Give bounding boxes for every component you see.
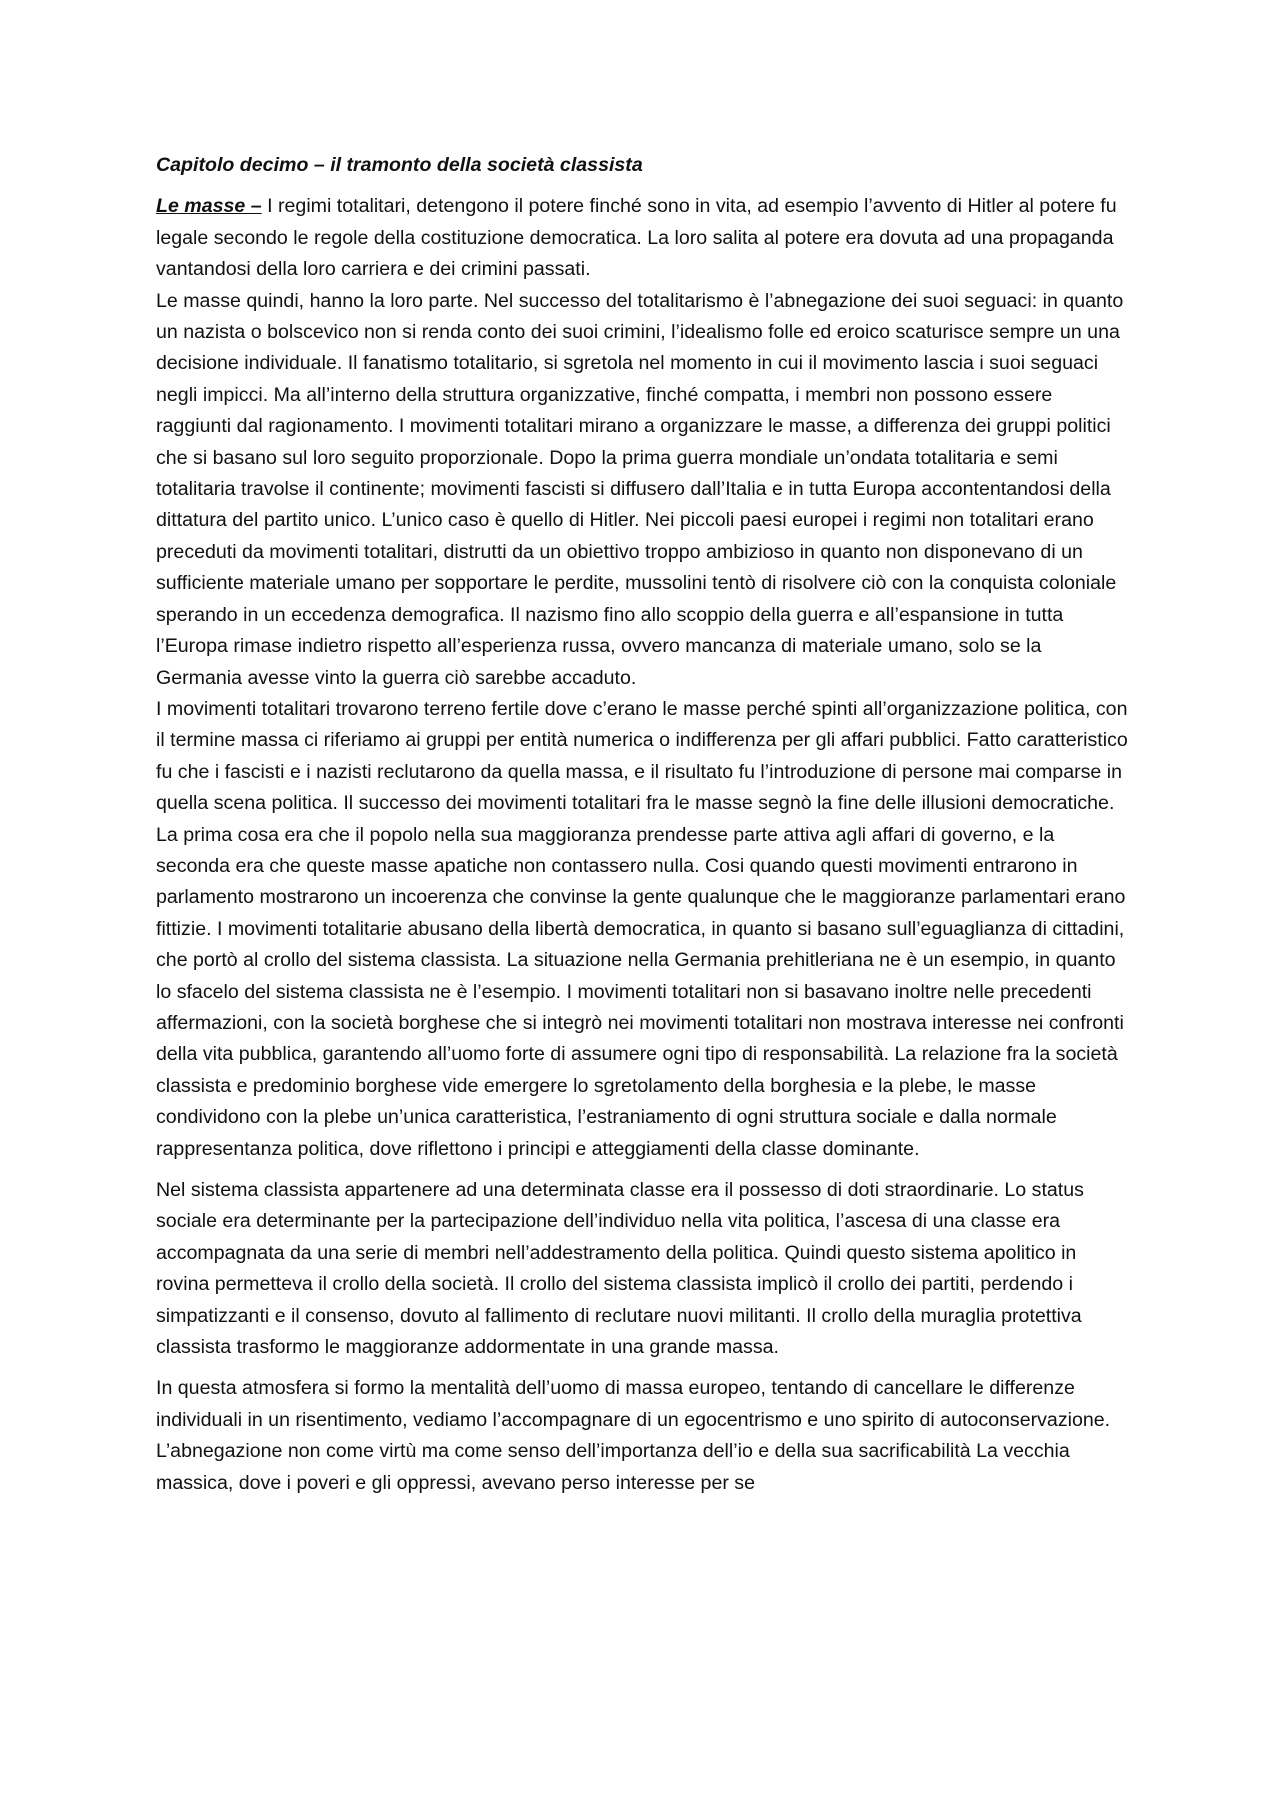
document-body xyxy=(156,150,1128,1509)
body-paragraph: Nel sistema classista appartenere ad una determinata classe era il possesso di doti straordinarie. Lo status sociale era determinante per la partecipazione dell’individuo nella vita politica, l’ascesa di una classe era accompagnata da una serie di membri nell’addestramento della politica. Quindi questo sistema apolitico in rovina permetteva il crollo della società. Il crollo del sistema classista implicò il crollo dei partiti, perdendo i simpatizzanti e il consenso, dovuto al fallimento di reclutare nuovi militanti. Il crollo della muraglia protettiva classista trasformo le maggioranze addormentate in una grande massa. xyxy=(156,1179,1084,1359)
chapter-title: Capitolo decimo – il tramonto della società classista xyxy=(156,154,643,176)
section-intro-paragraph xyxy=(156,191,1128,285)
section-heading: Le masse – xyxy=(156,195,262,218)
body-paragraph: Le masse quindi, hanno la loro parte. Nel successo del totalitarismo è l’abnegazione dei suoi seguaci: in quanto un nazista o bolscevico non si renda conto dei suoi crimini, l’idealismo folle ed eroico scaturisce sempre un una decisione individuale. Il fanatismo totalitario, si sgretola nel momento in cui il movimento lascia i suoi seguaci negli impicci. Ma all’interno della struttura organizzative, finché compatta, i membri non possono essere raggiunti dal ragionamento. I movimenti totalitari mirano a organizzare le masse, a differenza dei gruppi politici che si basano sul loro seguito proporzionale. Dopo la prima guerra mondiale un’ondata totalitaria e semi totalitaria travolse il continente; movimenti fascisti si diffusero dall’Italia e in tutta Europa accontentandosi della dittatura del partito unico. L’unico caso è quello di Hitler. Nei piccoli paesi europei i regimi non totalitari erano preceduti da movimenti totalitari, distrutti da un obiettivo troppo ambizioso in quanto non disponevano di un sufficiente materiale umano per sopportare le perdite, mussolini tentò di risolvere ciò con la conquista coloniale sperando in un eccedenza demografica. Il nazismo fino allo scoppio della guerra e all’espansione in tutta l’Europa rimase indietro rispetto all’esperienza russa, ovvero mancanza di materiale umano, solo se la Germania avesse vinto la guerra ciò sarebbe accaduto. xyxy=(156,289,1124,689)
body-paragraph: I movimenti totalitari trovarono terreno fertile dove c’erano le masse perché spinti all’organizzazione politica, con il termine massa ci riferiamo ai gruppi per entità numerica o indifferenza per gli affari pubblici. Fatto caratteristico fu che i fascisti e i nazisti reclutarono da quella massa, e il risultato fu l’introduzione di persone mai comparse in quella scena politica. Il successo dei movimenti totalitari fra le masse segnò la fine delle illusioni democratiche. La prima cosa era che il popolo nella sua maggioranza prendesse parte attiva agli affari di governo, e la seconda era che queste masse apatiche non contassero nulla. Cosi quando questi movimenti entrarono in parlamento mostrarono un incoerenza che convinse la gente qualunque che le maggioranze parlamentari erano fittizie. I movimenti totalitarie abusano della libertà democratica, in quanto si basano sull’eguaglianza di cittadini, che portò al crollo del sistema classista. La situazione nella Germania prehitleriana ne è un esempio, in quanto lo sfacelo del sistema classista ne è l’esempio. I movimenti totalitari non si basavano inoltre nelle precedenti affermazioni, con la società borghese che si integrò nei movimenti totalitari non mostrava interesse nei confronti della vita pubblica, garantendo all’uomo forte di assumere ogni tipo di responsabilità. La relazione fra la società classista e predominio borghese vide emergere lo sgretolamento della borghesia e la plebe, le masse condividono con la plebe un’unica caratteristica, l’estraniamento di ogni struttura sociale e dalla normale rappresentanza politica, dove riflettono i principi e atteggiamenti della classe dominante. xyxy=(156,697,1128,1160)
body-paragraph: In questa atmosfera si formo la mentalità dell’uomo di massa europeo, tentando di cancellare le differenze individuali in un risentimento, vediamo l’accompagnare di un egocentrismo e uno spirito di autoconservazione. L’abnegazione non come virtù ma come senso dell’importanza dell’io e della sua sacrificabilità La vecchia massica, dove i poveri e gli oppressi, avevano perso interesse per se xyxy=(156,1377,1111,1494)
section-intro-text: I regimi totalitari, detengono il potere finché sono in vita, ad esempio l’avvento di Hitler al potere fu legale secondo le regole della costituzione democratica. La loro salita al potere era dovuta ad una propaganda vantandosi della loro carriera e dei crimini passati. xyxy=(156,195,1117,281)
